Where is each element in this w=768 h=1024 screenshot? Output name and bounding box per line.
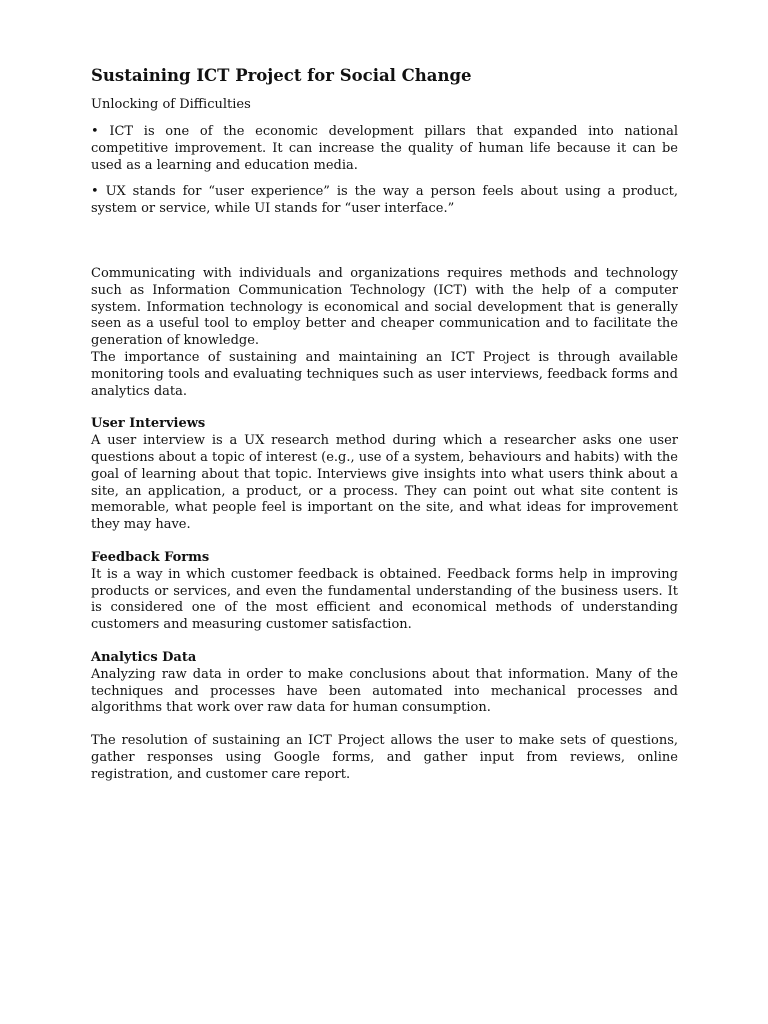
document-title: Sustaining ICT Project for Social Change (91, 66, 472, 85)
conclusion-paragraph: The resolution of sustaining an ICT Project allows the user to make sets of questions, gather responses using Google forms, and gather input from reviews, online registration, and customer care report. (91, 733, 678, 782)
section-user-interviews (91, 416, 678, 534)
section-feedback-forms (91, 550, 678, 634)
document-subtitle: Unlocking of Difficulties (91, 97, 251, 112)
bullet-paragraph: • UX stands for “user experience” is the way a person feels about using a product, system or service, while UI stands for “user interface.” (91, 184, 678, 217)
section-analytics-data (91, 650, 678, 717)
intro-block (91, 266, 678, 400)
section-heading: User Interviews (91, 416, 206, 432)
section-heading: Analytics Data (91, 649, 197, 665)
section-body: Analyzing raw data in order to make conclusions about that information. Many of the techniques and processes have been automated into mechanical processes and algorithms that work over raw data for human consumption. (91, 666, 678, 716)
bullet-paragraph: • ICT is one of the economic development pillars that expanded into national competitive improvement. It can increase the quality of human life because it can be used as a learning and education media. (91, 124, 678, 173)
document-page (91, 64, 678, 784)
section-body: A user interview is a UX research method during which a researcher asks one user questions about a topic of interest (e.g., use of a system, behaviours and habits) with the goal of learning about that topic. Interviews give insights into what users think about a site, an application, a product, or a process. They can point out what site content is memorable, what people feel is important on the site, and what ideas for improvement they may have. (91, 433, 678, 533)
intro-paragraph: Communicating with individuals and organizations requires methods and technology such as Information Communication Technology (ICT) with the help of a computer system. Information technology is economical and social development that is generally seen as a useful tool to employ better and cheaper communication and to facilitate the generation of knowledge. (91, 265, 678, 349)
intro-paragraph: The importance of sustaining and maintaining an ICT Project is through available monitoring tools and evaluating techniques such as user interviews, feedback forms and analytics data. (91, 349, 678, 399)
section-heading: Feedback Forms (91, 549, 210, 565)
section-body: It is a way in which customer feedback is obtained. Feedback forms help in improving products or services, and even the fundamental understanding of the business users. It is considered one of the most efficient and economical methods of understanding customers and measuring customer satisfaction. (91, 566, 678, 633)
